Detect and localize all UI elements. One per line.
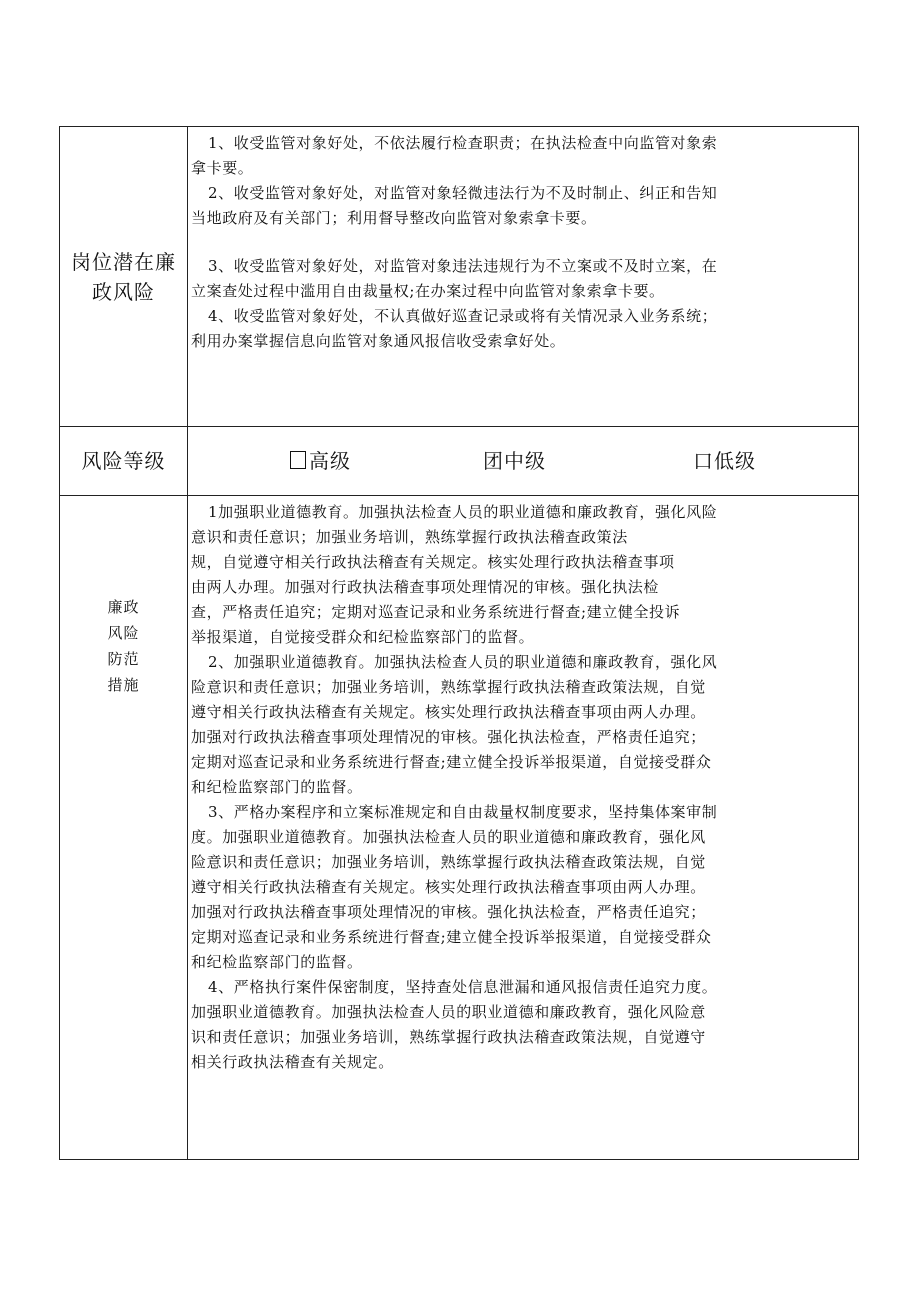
measures-line: 和纪检监察部门的监督。 — [191, 953, 363, 971]
level-label: 风险等级 — [81, 449, 166, 473]
measures-line: 度。加强职业道德教育。加强执法检查人员的职业道德和廉政教育，强化风 — [191, 828, 706, 846]
measures-line: 规，自觉遵守相关行政执法稽查有关规定。核实处理行政执法稽查事项 — [191, 553, 675, 571]
measures-line: 3、严格办案程序和立案标准规定和自由裁量权制度要求，坚持集体案审制 — [208, 803, 718, 821]
measures-label-cell — [60, 496, 187, 796]
measures-line: 遵守相关行政执法稽查有关规定。核实处理行政执法稽查事项由两人办理。 — [191, 703, 706, 721]
risk-line: 当地政府及有关部门；利用督导整改向监管对象索拿卡要。 — [191, 209, 597, 227]
measures-content — [188, 500, 860, 1075]
risk-line: 2、收受监管对象好处，对监管对象轻微违法行为不及时制止、纠正和告知 — [208, 184, 718, 202]
measures-line: 定期对巡查记录和业务系统进行督查;建立健全投诉举报渠道，自觉接受群众 — [191, 753, 712, 771]
measures-label-line: 防范 — [107, 650, 140, 668]
risk-content — [188, 131, 860, 354]
measures-line: 2、加强职业道德教育。加强执法检查人员的职业道德和廉政教育，强化风 — [208, 653, 718, 671]
risk-label-line1: 岗位潜在廉 — [71, 249, 176, 274]
measures-line: 1加强职业道德教育。加强执法检查人员的职业道德和廉政教育，强化风险 — [208, 503, 718, 521]
measures-line: 4、严格执行案件保密制度，坚持查处信息泄漏和通风报信责任追究力度。 — [208, 978, 718, 996]
measures-line: 加强对行政执法稽查事项处理情况的审核。强化执法检查，严格责任追究； — [191, 728, 706, 746]
measures-line: 遵守相关行政执法稽查有关规定。核实处理行政执法稽查事项由两人办理。 — [191, 878, 706, 896]
level-options — [188, 427, 860, 496]
level-high: 高级 — [290, 447, 351, 475]
measures-line: 查，严格责任追究；定期对巡查记录和业务系统进行督查;建立健全投诉 — [191, 603, 681, 621]
checkbox-checked-icon: 团 — [483, 449, 504, 473]
measures-line: 相关行政执法稽查有关规定。 — [191, 1053, 394, 1071]
measures-line: 定期对巡查记录和业务系统进行督查;建立健全投诉举报渠道，自觉接受群众 — [191, 928, 712, 946]
measures-line: 识和责任意识；加强业务培训，熟练掌握行政执法稽查政策法规，自觉遵守 — [191, 1028, 706, 1046]
risk-line: 3、收受监管对象好处，对监管对象违法违规行为不立案或不及时立案，在 — [208, 257, 718, 275]
level-label-cell — [60, 427, 187, 495]
measures-line: 加强职业道德教育。加强执法检查人员的职业道德和廉政教育，强化风险意 — [191, 1003, 706, 1021]
risk-line: 立案查处过程中滥用自由裁量权;在办案过程中向监管对象索拿卡要。 — [191, 282, 665, 300]
level-low: 口低级 — [693, 449, 756, 473]
measures-line: 险意识和责任意识；加强业务培训，熟练掌握行政执法稽查政策法规，自觉 — [191, 678, 706, 696]
measures-line: 举报渠道，自觉接受群众和纪检监察部门的监督。 — [191, 628, 535, 646]
measures-line: 险意识和责任意识；加强业务培训，熟练掌握行政执法稽查政策法规，自觉 — [191, 853, 706, 871]
risk-label-cell — [60, 127, 187, 426]
risk-label-line2: 政风险 — [92, 279, 155, 304]
measures-line: 和纪检监察部门的监督。 — [191, 778, 363, 796]
measures-label-line: 风险 — [107, 624, 140, 642]
measures-label-line: 廉政 — [107, 598, 140, 616]
measures-line: 加强对行政执法稽查事项处理情况的审核。强化执法检查，严格责任追究； — [191, 903, 706, 921]
measures-line: 意识和责任意识；加强业务培训，熟练掌握行政执法稽查政策法 — [191, 528, 628, 546]
risk-line: 利用办案掌握信息向监管对象通风报信收受索拿好处。 — [191, 332, 566, 350]
risk-table — [59, 126, 859, 1160]
checkbox-empty-icon — [290, 451, 306, 469]
measures-line: 由两人办理。加强对行政执法稽查事项处理情况的审核。强化执法检 — [191, 578, 660, 596]
risk-line: 1、收受监管对象好处，不依法履行检查职责；在执法检查中向监管对象索 — [208, 134, 718, 152]
checkbox-empty-icon: 口 — [693, 449, 714, 473]
risk-line: 拿卡要。 — [191, 159, 254, 177]
measures-label-line: 措施 — [107, 676, 140, 694]
level-mid: 团中级 — [483, 449, 546, 473]
risk-line: 4、收受监管对象好处，不认真做好巡查记录或将有关情况录入业务系统； — [208, 307, 718, 325]
